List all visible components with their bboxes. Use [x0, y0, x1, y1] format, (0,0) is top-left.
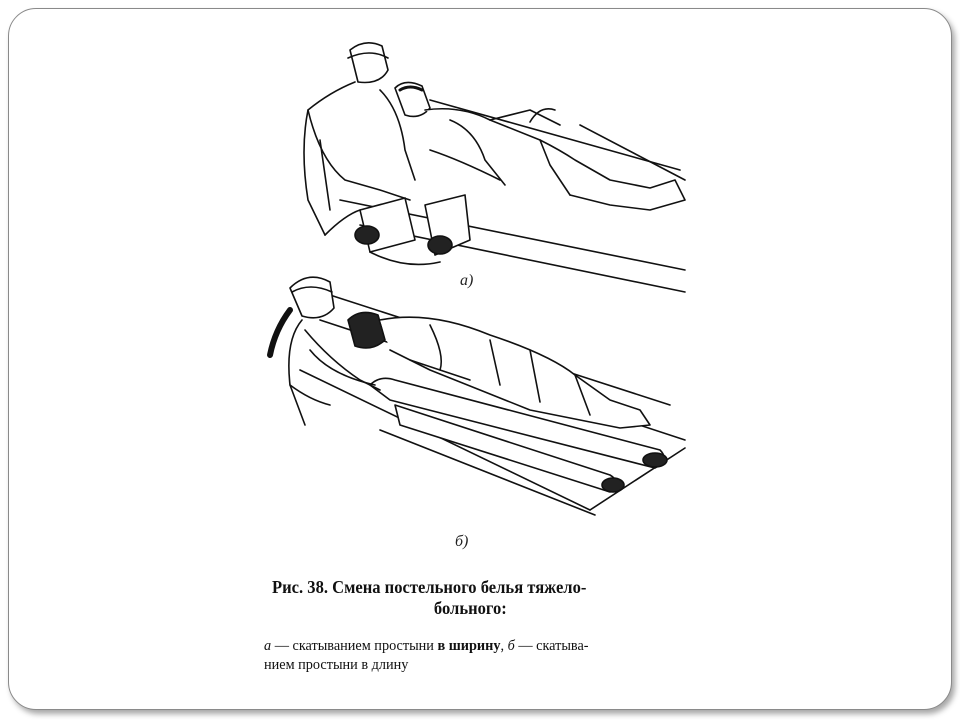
illustration-b — [270, 277, 685, 515]
caption-desc-a-text: — скатыванием простыни — [271, 638, 438, 654]
sublabel-b: б) — [455, 533, 469, 550]
caption-title-line1: Рис. 38. Смена постельного белья тяжело- — [272, 577, 587, 597]
caption-title-line2: больного: — [433, 598, 507, 618]
figure-caption-title — [272, 577, 677, 619]
figure-caption-description — [264, 637, 701, 675]
illustration-bed-linen-change — [230, 30, 730, 570]
caption-desc-line2: нием простыни в длину — [264, 657, 409, 673]
sublabel-a: а) — [460, 272, 474, 289]
caption-desc-b-text: — скатыва- — [514, 638, 589, 654]
caption-desc-a-bold: в ширину — [437, 638, 501, 654]
caption-letter-b: б — [507, 638, 515, 654]
illustration-a — [304, 43, 685, 292]
caption-desc-separator: , — [500, 638, 508, 654]
caption-letter-a: а — [264, 638, 272, 654]
